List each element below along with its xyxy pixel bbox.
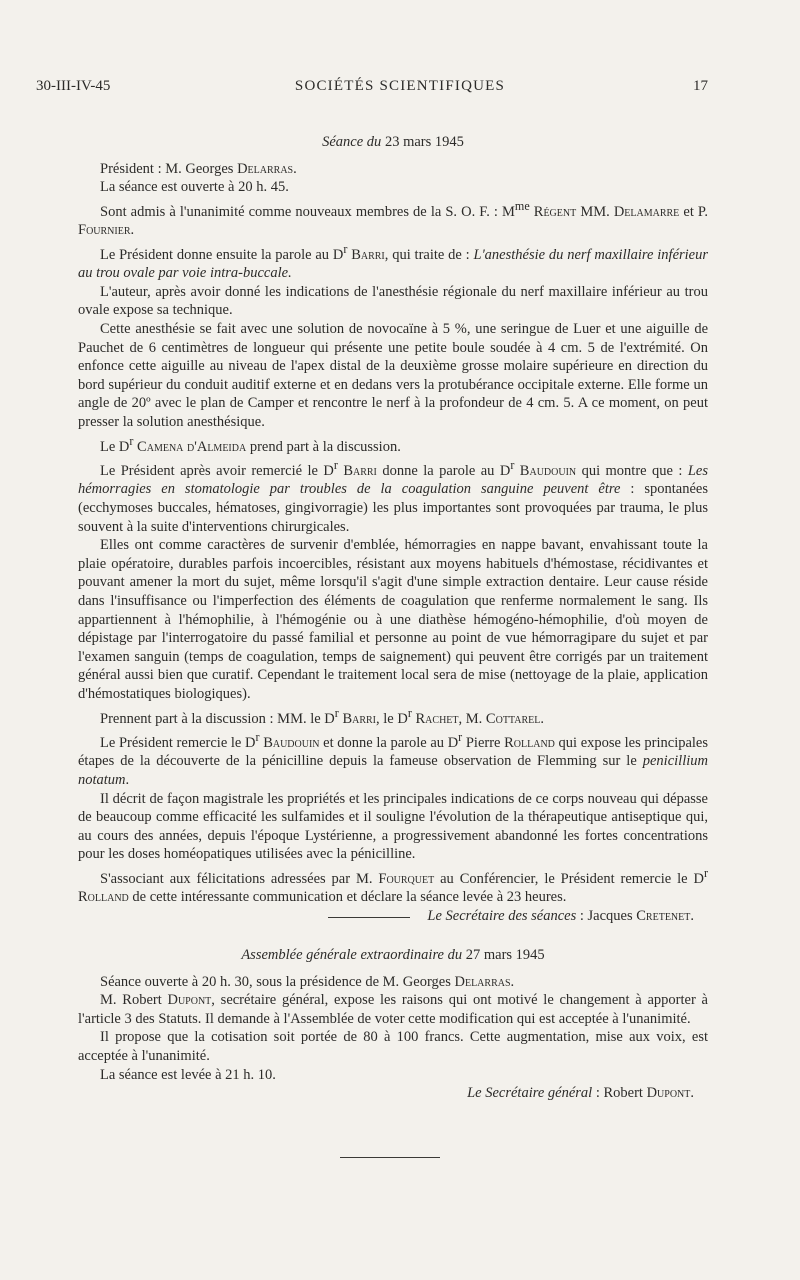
- closing-rule: [340, 1157, 440, 1158]
- paragraph-technique: Cette anesthésie se fait avec une solution de novocaïne à 5 %, une seringue de Luer et une aiguille de Pauchet de 6 centimètres de longueur qui présente une petite boule soudée à 4 cm. 5 de l'extrémité. On enfonce cette aiguille au niveau de l'apex distal de la deuxième grosse molaire supérieure en direction du bord supérieur du conduit auditif externe et en dedans vers la protubérance occipitale externe. Elle forme un angle de 20º avec le plan de Camper et rencontre le nerf à la profondeur de 4 cm. 5. A ce moment, on peut presser la solution anesthésique.: [78, 321, 708, 430]
- paragraph-ouverte: Séance ouverte à 20 h. 30, sous la présidence de M. Georges Delarras.: [100, 973, 515, 990]
- paragraph-rolland: Le Président remercie le $D^r$ Baudouin et donne la parole au $D^r$ Pierre Rolland qui expose les principales étapes de la découverte de la pénicilline depuis la fameuse observation de Flemming sur le penicillium notatum.: [78, 729, 709, 788]
- paragraph-levee: La séance est levée à 21 h. 10.: [100, 1066, 276, 1083]
- paragraph-auteur: L'auteur, après avoir donné les indications de l'anesthésie régionale du nerf maxillaire inférieur au trou ovale expose sa technique.: [78, 283, 708, 319]
- seance-section: [78, 133, 708, 926]
- seance-title: Séance du 23 mars 1945: [322, 134, 464, 150]
- president-line: Président : M. Georges Delarras.: [100, 160, 297, 177]
- header-date: 30-III-IV-45: [36, 78, 111, 94]
- paragraph-cotisation: Il propose que la cotisation soit portée de 80 à 100 francs. Cette augmentation, mise aux voix, est acceptée à l'unanimité.: [78, 1029, 708, 1064]
- section-divider: [328, 917, 410, 918]
- seance-signature: Le Secrétaire des séances : Jacques Cretenet.: [427, 907, 694, 924]
- paragraph-decrit: Il décrit de façon magistrale les propriétés et les principales indications de ce corps nouveau qui dépasse de beaucoup comme efficacité les sulfamides et il souligne l'évolution de la thérapeutique antiseptique qui, au cours des années, depuis l'époque Lystérienne, a progressivement abandonné les fortes concentrations pour les doses homéopatiques utilisées avec la pénicilline.: [78, 790, 708, 863]
- assemblee-title: Assemblée générale extraordinaire du 27 mars 1945: [241, 947, 545, 963]
- page-number: 17: [693, 78, 708, 94]
- paragraph-associant: S'associant aux félicitations adressées par M. Fourquet au Conférencier, le Président remercie le $D^r$ Rolland de cette intéressante communication et déclare la séance levée à 23 heures.: [78, 865, 708, 906]
- paragraph-camena: Le $D^r$ Camena d'Almeida prend part à la discussion.: [100, 433, 401, 455]
- paragraph-barri: Le Président donne ensuite la parole au $D^r$ Barri, qui traite de : L'anesthésie du nerf maxillaire inférieur au trou ovale par voie intra-buccale.: [78, 241, 709, 282]
- assemblee-section: [78, 946, 708, 1103]
- opening-line: La séance est ouverte à 20 h. 45.: [100, 179, 289, 196]
- paragraph-elles: Elles ont comme caractères de survenir d'emblée, hémorragies en nappe bavant, envahissant toute la plaie opératoire, durables parfois incoercibles, résistant aux moyens habituels d'hémostase, récidivantes et pouvant amener la mort du sujet, même lorsqu'il s'agit d'une simple extraction dentaire. Leur cause réside dans l'insuffisance ou l'imperfection des éléments de coagulation que renferme normalement le sang. Ils appartiennent à l'hémophilie, à l'hémogénie ou à une diathèse hémogéno-hémophilie, d'où moyen de dépistage par l'interrogatoire du passé familial et personne au point de vue hémorragipare du sujet et par l'examen sanguin (temps de coagulation, temps de saignement) qui peuvent être corrigés par un traitement général aussi bien que curatif. Cependant le traitement local sera de mise (nettoyage de la plaie, application d'hémostatiques biologiques).: [78, 537, 708, 702]
- admitted-members: Sont admis à l'unanimité comme nouveaux membres de la S. O. F. : $M^{me}$ Régent MM. Delamarre et P. Fournier.: [78, 198, 709, 239]
- running-header: [0, 78, 800, 98]
- paragraph-dupont: M. Robert Dupont, secrétaire général, expose les raisons qui ont motivé le changement à apporter à l'article 3 des Statuts. Il demande à l'Assemblée de voter cette modification qui est acceptée à l'unanimité.: [78, 992, 708, 1027]
- paragraph-baudouin: Le Président après avoir remercié le $D^r$ Barri donne la parole au $D^r$ Baudouin qui montre que : Les hémorragies en stomatologie par troubles de la coagulation sanguine peuvent être : spontanées (ecchymoses buccales, hématoses, gingivorragie) les plus importantes sont provoquées par trauma, le plus souvent à la suite d'interventions chirurgicales.: [78, 457, 708, 535]
- assemblee-signature: Le Secrétaire général : Robert Dupont.: [467, 1085, 694, 1102]
- header-section-title: SOCIÉTÉS SCIENTIFIQUES: [294, 78, 506, 94]
- paragraph-discussion: Prennent part à la discussion : MM. le $D^r$ Barri, le $D^r$ Rachet, M. Cottarel.: [100, 705, 544, 727]
